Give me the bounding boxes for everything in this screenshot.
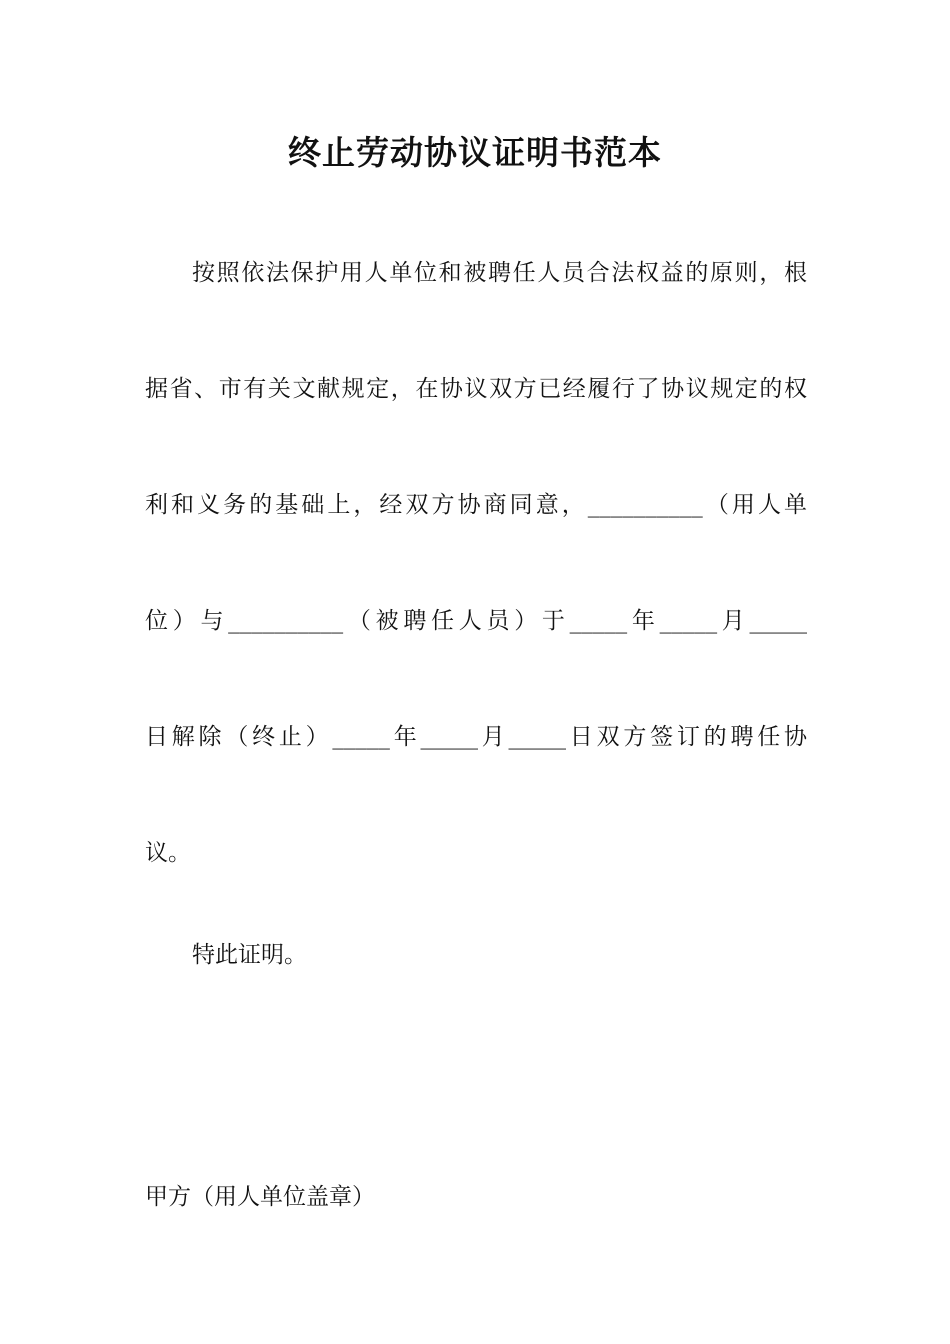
closing-statement: 特此证明。	[192, 942, 307, 968]
body-line-6: 议。	[145, 840, 191, 866]
body-line-2: 据省、市有关文献规定，在协议双方已经履行了协议规定的权	[145, 376, 807, 402]
document-title: 终止劳动协议证明书范本	[288, 133, 662, 172]
party-a-signature-label: 甲方（用人单位盖章）	[145, 1184, 375, 1210]
body-line-3: 利和义务的基础上，经双方协商同意，__________（用人单	[145, 492, 807, 518]
body-line-4: 位）与__________（被聘任人员）于_____年_____月_____	[145, 608, 807, 634]
body-line-1: 按照依法保护用人单位和被聘任人员合法权益的原则，根	[192, 260, 807, 286]
body-line-5: 日解除（终止）_____年_____月_____日双方签订的聘任协	[145, 724, 807, 750]
